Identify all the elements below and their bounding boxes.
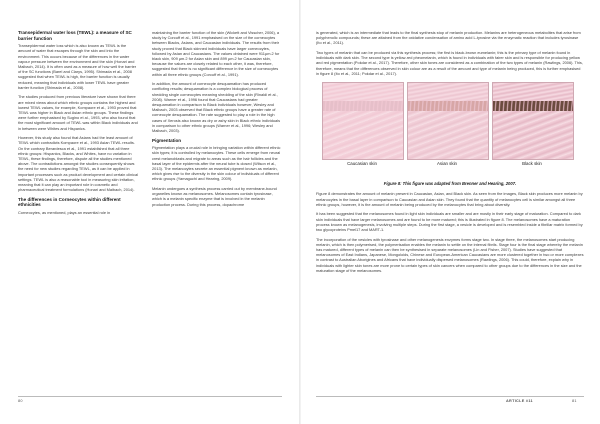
footer-rule-right xyxy=(316,396,584,397)
paragraph: Pigmentation plays a crucial role in bringing variation within different ethnic skin types; it is controlled by melanocytes. These cells emerge from neural crest melanoblasts and migrate to areas such as the hair follicles and the basal layer of the epidermis after the neural tube is closed (Wilson et al., 2013). The melanocytes secrete an essential pigment known as melanin, which gives rise to the diversity in the skin colour of individuals of different ethnic groups (Yamaguchi and Hearing, 2009). xyxy=(152,145,281,182)
section-heading-corneocytes: The differences in Corneocytes within different ethnicities xyxy=(18,196,121,208)
page-number-right: 81 xyxy=(572,399,577,403)
panel-label-asian: Asian skin xyxy=(436,161,457,167)
page-number-left: 80 xyxy=(18,399,23,403)
basal-layer-band xyxy=(323,101,403,111)
section-heading-pigmentation: Pigmentation xyxy=(152,137,182,143)
footer-rule-left xyxy=(18,396,282,397)
epidermis-surface xyxy=(323,83,403,101)
paragraph: is generated, which is an intermediate that leads to the final synthesis stop of melanin production. Melanins are heterogeneous metabolites that arise from polyphenolic compounds; these are attained from the oxidative condensation of amino acid L-tyrosine via the enzymatic reaction that includes tyrosinase (Ito et al., 2011). xyxy=(316,30,581,46)
histology-panel-black xyxy=(492,82,574,160)
right-page-column xyxy=(316,30,584,277)
dermis-layer xyxy=(493,111,573,159)
panel-label-black: Black skin xyxy=(522,161,542,167)
panel-label-caucasian: Caucasian skin xyxy=(347,161,377,167)
paragraph: However, this study also found that Asians had the least amount of TEWL which contradicts Kompaore et al., 1993 Asian TEWL results. On the contrary Berardesca et al., 1991 established that all three ethnic groups: Hispanics, Blacks, and Whites, have no variation in TEWL, these findings, therefore, dispute all the studies mentioned above. The contradictions amongst the studies consequently shows the need for new studies regarding TEWL, as it can be applied in important processes such as product development and certain clinical settings. TEWL is also a reasonable tool in measuring skin irritation, meaning that it can play an important role in cosmetic and pharmaceutical treatment formulations (Honari and Maibach, 2014). xyxy=(18,135,139,193)
left-page-column-1 xyxy=(18,30,140,220)
figure-caption: Figure 8: This figure was adapted from Brenner and Hearing, 2007. xyxy=(383,181,517,187)
paragraph: It has been suggested that the melanosomes found in light skin individuals are smaller and are mostly in their early stage of maturation. Compared to dark skin individuals that have larger melanosomes and are found to be more matured; this is illustrated in figure 8. The melanosomes have a maturation process known as melanogenesis, involving multiple steps. During the first stage, a vesicle is developed and is resembled inside a fibrillar matrix formed by two glycoproteins Pmel17 and MART-1. xyxy=(316,211,583,233)
paragraph: In addition, the amount of corneocyte desquamation has produced conflicting results; desquamation is a complex biological process of shedding single corneocytes meaning shedding of the skin (Rinaldi et al., 2008). Warner et al., 1996 found that Caucasians had greater desquamation in comparison to Black individuals however, Wesley and Maibach, 2003 observed that Black ethnic groups have a greater rate of corneocyte desquamation. The rate suggested to play a role in the high cases of Xerosis also known as dry or ashy skin in Black ethnic individuals in comparison to other ethnic groups (Warner et al., 1996; Wesley and Maibach, 2003). xyxy=(152,81,281,134)
figure-8-skin-histology xyxy=(322,82,572,178)
dermis-layer xyxy=(323,111,403,159)
paragraph: Figure 8 demonstrates the amount of melanin present in Caucasian, Asian, and Black skin. As seen from the images, Black skin produces more melanin by melanocytes in the basal layer in comparison to Caucasian and Asian skin. They found that the quantity of melanocytes cell is similar amongst all three ethnic groups, however, it is the amount of melanin being produced by the melanocytes that bring about diversity. xyxy=(316,191,583,207)
paragraph: maintaining the barrier function of the skin (Wickett and Visscher, 2006), a study by Corcuff et al., 1991 emphasised on the size of the corneocytes between Blacks, Asians, and Caucasian individuals. The results from their study proved that Black skinned individuals have larger corneocytes, followed by Asian and Caucasians. The values obtained were 911µm.2 for black skin, 909 µm.2 for Asian skin and 899 µm.2 for Caucasian skin, because the values are closely related to each other, it was, therefore, suggested that there is no significant difference in the size of corneocytes within all three ethnic groups (Corcuff et al., 1991). xyxy=(152,30,280,77)
epidermis-surface xyxy=(493,83,573,101)
left-page-column-2 xyxy=(152,30,282,211)
paragraph: Two types of melanin that can be produced via this synthesis process; the first is black-brown eumelanin; this is the primary type of melanin found in individuals with dark skin. The second type is yellow-red pheomelanin, which is found in individuals with fairer skin and is responsible for producing yellow and red pigmentation (Pokdar et al., 2017). Therefore, other skin tones are considered as a combination of the two types of melanin (Rawlings, 2006). This, therefore, means that the differences observed in skin colour are as a result of the amount and type of melanin being produced, this is further emphasised in figure 8 (Ito et al., 2011; Pokdar et al., 2017). xyxy=(316,50,583,76)
paragraph: The studies produced from previous literature have shown that there are mixed views about which ethnic groups contains the highest and lowest TEWL values, for example, Kompaore et al., 1993 proved that TEWL was higher in Black and Asian ethnic groups. These findings were further emphasised by Sugino et al., 1993, who also found that the most significant amount of TEWL was within Black individuals and in between were Whites and Hispanics. xyxy=(18,94,138,131)
paragraph: The incorporation of the vesicles with tyrosinase and other melanogenesis enzymes forms stage two. In stage three, the melanosomes start producing melanin, which is then polymerised, the polymerisation enables the melanin to settle on the internal fibrils. Stage four is the final stage whereby the melanin has matured, different types of melanin can then be synthesised in separate melanosomes (Lin and Fisher, 2007). Studies have suggested that melanosomes of East Indians, Japanese, Mongoloids, Chinese and European-American Caucasians are more clustered together in two or more complexes in contrast to Australian Aborigines and Africans that have individually dispersed melanosomes (Rawlings, 2006). This could, therefore, explain why in individuals with lighter skin tones are more prone to certain types of skin cancers when compared to other groups due to the differences in the size and the maturation stage of the melanosomes. xyxy=(316,236,584,273)
histology-panel-caucasian xyxy=(322,82,404,160)
histology-panel-asian xyxy=(407,82,489,160)
paragraph: Transepidermal water loss which is also known as TEWL is the amount of water that escapes through the skin and into the environment. This occurs because of the differences in the water vapour pressure between the environment and the skin (Honari and Maibach, 2014). It is often used as a measure of how well the barrier of the SC functions (Barel and Clarys, 1995). Shimada et al., 2008 suggested that when TEWL is high, the barrier function is usually reduced, meaning that individuals with lower TEWL have greater barrier function (Shimada et al., 2008). xyxy=(18,43,137,90)
paragraph: Corneocytes, as mentioned, plays an essential role in xyxy=(18,210,111,216)
dermis-layer xyxy=(408,111,488,159)
running-header: ARTICLE #11 xyxy=(506,399,533,403)
section-heading-tewl: Transepidermal water loss (TEWL): a measure of SC barrier function xyxy=(18,30,132,41)
page-gutter xyxy=(299,0,301,424)
basal-layer-band xyxy=(493,101,573,111)
basal-layer-band xyxy=(408,101,488,111)
epidermis-surface xyxy=(408,83,488,101)
paragraph: Melanin undergoes a synthesis process carried out by membrane-bound organelles known as melanosomes. Melanosomes contain tyrosinase, which is a melanin specific enzyme that is involved in the melanin production process. During this process, dopachrome xyxy=(152,186,277,207)
